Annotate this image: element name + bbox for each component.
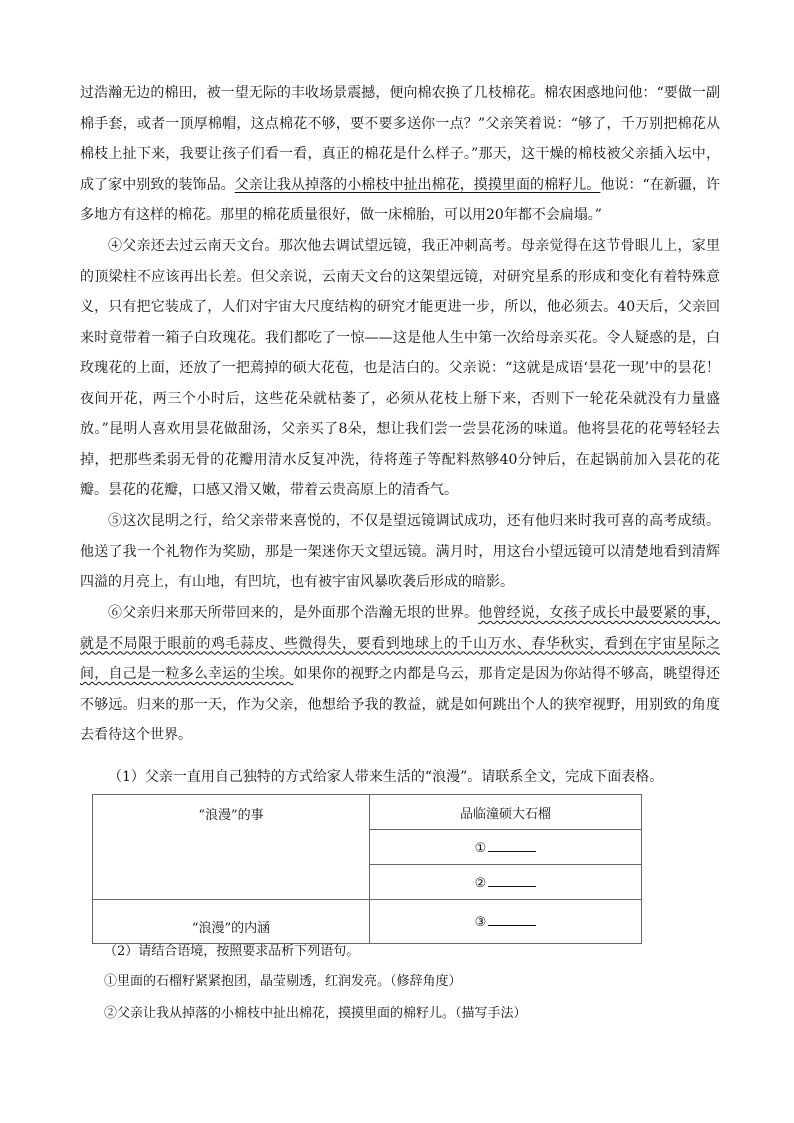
paragraph-continued — [80, 78, 720, 231]
answer-blank[interactable] — [488, 874, 536, 887]
answer-table — [92, 794, 642, 944]
table-cell-blank-3[interactable] — [370, 900, 642, 944]
blank-number: ① — [474, 840, 487, 856]
paragraph-text: 如果你的视野之内都是乌云，那肯定是因为你站得不够高，眺望得还不够远。归来的那一天，作为父亲，他想给予我的教益，就是如何跳出个人的狭窄视野，用别致的角度去看待这个世界。 — [80, 666, 721, 743]
blank-number: ③ — [474, 915, 487, 930]
paragraph-5: ⑤这次昆明之行，给父亲带来喜悦的，不仅是望远镜调试成功，还有他归来时我可喜的高考成绩。他送了我一个礼物作为奖励，那是一架迷你天文望远镜。满月时，用这台小望远镜可以清楚地看到清辉四溢的月亮上，有山地，有凹坑，也有被宇宙风暴吹袭后形成的暗影。 — [80, 513, 720, 590]
table-cell-blank-2[interactable] — [370, 865, 642, 900]
answer-blank[interactable] — [488, 913, 536, 926]
paragraph-4: ④父亲还去过云南天文台。那次他去调试望远镜，我正冲刺高考。母亲觉得在这节骨眼儿上，家里的顶梁柱不应该再出长差。但父亲说，云南天文台的这架望远镜，对研究星系的形成和变化有着特殊意义，只有把它装成了，人们对宇宙大尺度结构的研究才能更进一步，所以，他必须去。40天后，父亲回来时竟带着一箱子白玫瑰花。我们都吃了一惊——这是他人生中第一次给母亲买花。令人疑惑的是，白玫瑰花的上面，还放了一把蔫掉的硕大花苞，也是洁白的。父亲说：“这就是成语‘昙花一现’中的昙花！夜间开花，两三个小时后，这些花朵就枯萎了，必须从花枝上掰下来，否则下一轮花朵就没有力量盛放。”昆明人喜欢用昙花做甜汤，父亲买了8朵，想让我们尝一尝昙花汤的味道。他将昙花的花萼轻轻去掉，把那些柔弱无骨的花瓣用清水反复冲洗，待将莲子等配料熬够40分钟后，在起锅前加入昙花的花瓣。昙花的花瓣，口感又滑又嫩，带着云贵高原上的清香气。 — [80, 238, 720, 498]
question-2-prompt: （2）请结合语境，按照要求品析下列语句。 — [104, 944, 360, 959]
question-2-item-1: ①里面的石榴籽紧紧抱团，晶莹剔透，红润发亮。（修辞角度） — [104, 974, 462, 989]
table-cell-pomegranate: 品临潼硕大石榴 — [370, 795, 642, 830]
answer-blank[interactable] — [488, 839, 536, 852]
question-2-item-2: ②父亲让我从掉落的小棉枝中扯出棉花，摸摸里面的棉籽儿。（描写手法） — [104, 1006, 527, 1021]
paragraph-6 — [80, 598, 720, 751]
table-row-head-romantic-meaning: “浪漫”的内涵 — [93, 900, 370, 944]
table-row-head-romantic-things: “浪漫”的事 — [93, 795, 370, 900]
table-cell-blank-1[interactable] — [370, 830, 642, 865]
blank-number: ② — [474, 875, 487, 891]
underlined-sentence: 父亲让我从掉落的小棉枝中扯出棉花，摸摸里面的棉籽儿。 — [234, 176, 601, 193]
paragraph-text: 过浩瀚无边的棉田，被一望无际的丰收场景震撼，便向棉农换了几枝棉花。棉农困惑地问他：“要做一副棉手套，或者一顶厚棉帽，这点棉花不够，要不要多送你一点？”父亲笑着说：“够了，千万别把棉花从棉枝上扯下来，我要让孩子们看一看，真正的棉花是什么样子。”那天，这干燥的棉枝被父亲插入坛中，成了家中别致的装饰品。 — [80, 85, 720, 193]
wavy-underlined-sentence: 他曾经说，女孩子成长中最要紧的事，就是不局限于眼前的鸡毛蒜皮、些微得失，要看到地球上的千山万水、春华秋实，看到在宇宙星际之间，自己是一粒多么幸运的尘埃。 — [80, 605, 721, 682]
paragraph-text: ⑥父亲归来那天所带回来的，是外面那个浩瀚无垠的世界。 — [108, 605, 479, 621]
question-1-prompt: （1）父亲一直用自己独特的方式给家人带来生活的“浪漫”。请联系全文，完成下面表格。 — [108, 769, 664, 785]
paragraph-text: 他说：“在新疆，许多地方有这样的棉花。那里的棉花质量很好，做一床棉胎，可以用20年都不会扁塌。” — [80, 176, 721, 223]
